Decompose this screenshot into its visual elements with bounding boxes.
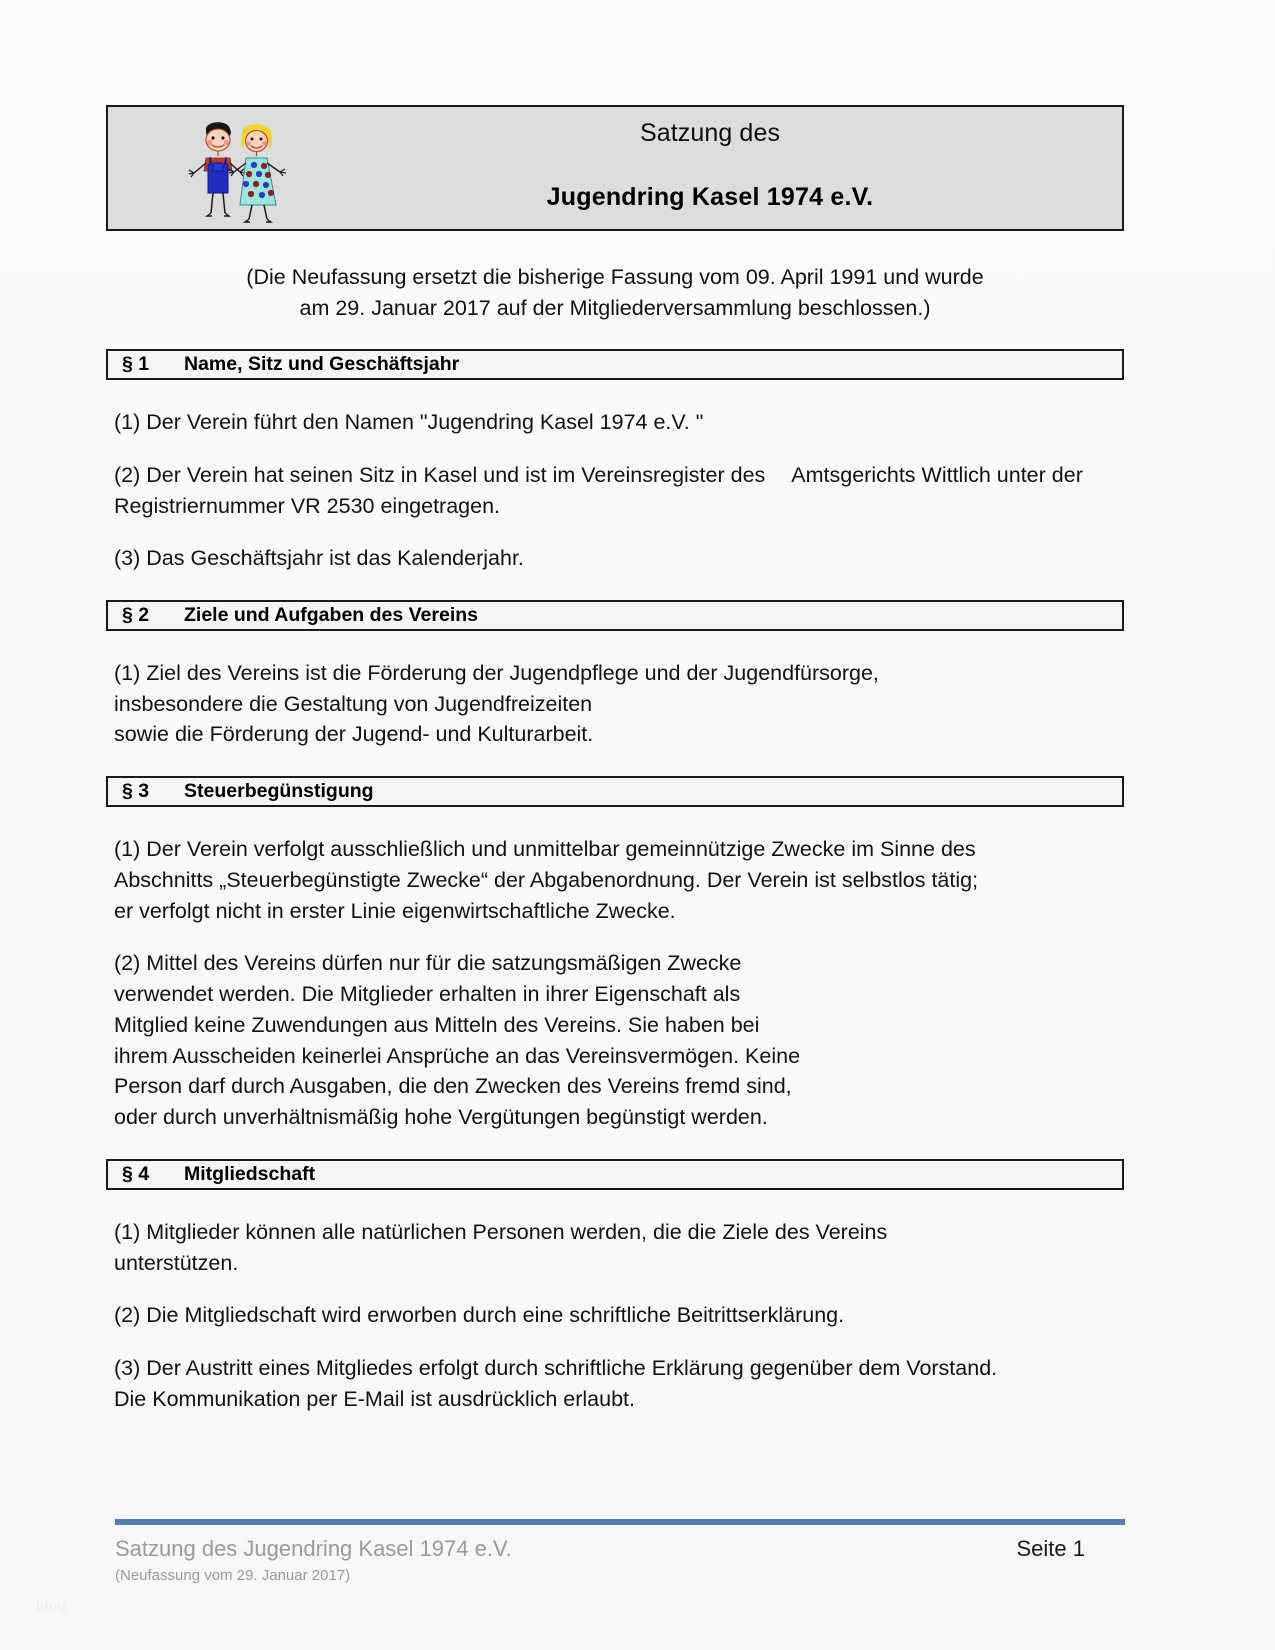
- document-masthead: [106, 105, 1124, 231]
- masthead-titles: [308, 107, 1112, 229]
- children-drawing-logo-icon: [176, 113, 296, 227]
- paragraph-4-3-line-b: Die Kommunikation per E-Mail ist ausdrücklich erlaubt.: [114, 1386, 635, 1411]
- section-header-2: [106, 600, 1124, 631]
- paragraph-4-1-line-b: unterstützen.: [114, 1250, 239, 1275]
- masthead-subtitle: Satzung des: [639, 119, 781, 147]
- intro-line-1: (Die Neufassung ersetzt die bisherige Fassung vom 09. April 1991 und wurde: [246, 265, 984, 289]
- section-title-4: Mitgliedschaft: [184, 1162, 316, 1185]
- paragraph-4-3-line-a: (3) Der Austritt eines Mitgliedes erfolgt durch schriftliche Erklärung gegenüber dem Vorstand.: [114, 1355, 998, 1380]
- paragraph-3-2-line-6: oder durch unverhältnismäßig hohe Vergütungen begünstigt werden.: [114, 1105, 768, 1130]
- paragraph-3-2-line-2: verwendet werden. Die Mitglieder erhalten in ihrer Eigenschaft als: [114, 982, 741, 1007]
- footer-left: [115, 1536, 512, 1585]
- masthead-title: Jugendring Kasel 1974 e.V.: [546, 182, 874, 211]
- paragraph-3-2-line-1: (2) Mittel des Vereins dürfen nur für die satzungsmäßigen Zwecke: [114, 951, 742, 976]
- section-header-3: [106, 776, 1124, 807]
- paragraph-2-1-line-c: sowie die Förderung der Jugend- und Kulturarbeit.: [114, 722, 594, 747]
- paragraph-3-2-line-4: ihrem Ausscheiden keinerlei Ansprüche an das Vereinsvermögen. Keine: [114, 1043, 801, 1068]
- paragraph-3-2-line-3: Mitglied keine Zuwendungen aus Mitteln des Vereins. Sie haben bei: [114, 1012, 760, 1037]
- footer-page-number: Seite 1: [1016, 1536, 1085, 1561]
- footer-document-subtitle: (Neufassung vom 29. Januar 2017): [115, 1567, 351, 1585]
- paragraph-1-2-part-a: (2) Der Verein hat seinen Sitz in Kasel und ist im Vereinsregister des: [114, 462, 766, 487]
- section-title-2: Ziele und Aufgaben des Vereins: [184, 603, 479, 626]
- footer-body: [115, 1536, 1125, 1585]
- intro-note: [106, 262, 1124, 323]
- paragraph-4-1-line-a: (1) Mitglieder können alle natürlichen Personen werden, die die Ziele des Vereins: [114, 1219, 888, 1244]
- paragraph-2-1-line-a: (1) Ziel des Vereins ist die Förderung der Jugendpflege und der Jugendfürsorge,: [114, 660, 879, 685]
- paragraph-1-1: (1) Der Verein führt den Namen "Jugendring Kasel 1974 e.V. ": [114, 410, 704, 435]
- intro-line-2: am 29. Januar 2017 auf der Mitgliederversammlung beschlossen.): [299, 295, 931, 320]
- paragraph-3-2-line-5: Person darf durch Ausgaben, die den Zwecken des Vereins fremd sind,: [114, 1074, 792, 1099]
- corner-watermark: blog: [36, 1598, 67, 1615]
- section-title-3: Steuerbegünstigung: [184, 780, 374, 803]
- footer-divider-rule: [115, 1519, 1125, 1525]
- section-number-3: § 3: [122, 780, 150, 803]
- paragraph-2-1-line-b: insbesondere die Gestaltung von Jugendfreizeiten: [114, 691, 593, 716]
- footer-document-title: Satzung des Jugendring Kasel 1974 e.V.: [115, 1536, 512, 1561]
- section-number-4: § 4: [122, 1162, 150, 1185]
- section-header-4: [106, 1159, 1124, 1190]
- paragraph-3-1-line-a: (1) Der Verein verfolgt ausschließlich und unmittelbar gemeinnützige Zwecke im Sinne des: [114, 837, 976, 862]
- section-number-2: § 2: [122, 603, 150, 626]
- paragraph-3-1-line-c: er verfolgt nicht in erster Linie eigenwirtschaftliche Zwecke.: [114, 898, 676, 923]
- paragraph-3-1-line-b: Abschnitts „Steuerbegünstigte Zwecke“ der Abgabenordnung. Der Verein ist selbstlos tätig;: [114, 867, 979, 892]
- section-number-1: § 1: [122, 353, 150, 376]
- paragraph-4-2: (2) Die Mitgliedschaft wird erworben durch eine schriftliche Beitrittserklärung.: [114, 1303, 845, 1328]
- document-content: [106, 105, 1124, 1414]
- paragraph-1-2: [114, 460, 1124, 521]
- paragraph-1-2-part-c: unter der Registriernummer VR 2530 eingetragen.: [114, 462, 1083, 518]
- section-header-1: [106, 349, 1124, 380]
- paragraph-1-2-part-b: Amtsgerichts Wittlich: [791, 462, 991, 487]
- page-footer: [115, 1519, 1125, 1585]
- paragraph-1-3: (3) Das Geschäftsjahr ist das Kalenderjahr.: [114, 546, 524, 571]
- section-title-1: Name, Sitz und Geschäftsjahr: [184, 353, 460, 376]
